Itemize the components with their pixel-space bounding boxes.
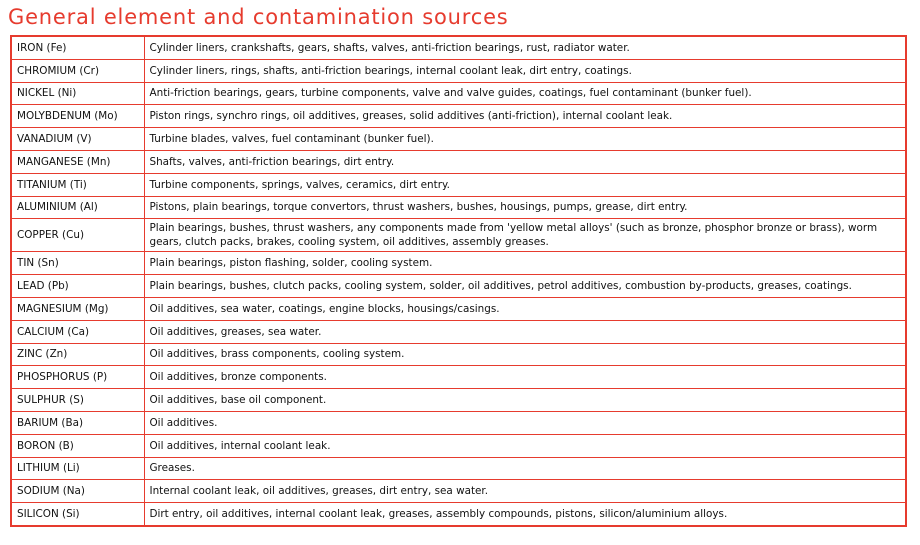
- table-row: [11, 173, 906, 196]
- table-row: [11, 82, 906, 105]
- contamination-sources-table: [10, 35, 907, 527]
- table-row: [11, 59, 906, 82]
- element-cell: PHOSPHORUS (P): [11, 366, 144, 389]
- sources-cell: Oil additives, base oil component.: [144, 389, 906, 412]
- element-cell: CALCIUM (Ca): [11, 320, 144, 343]
- table-row: [11, 150, 906, 173]
- table-row: [11, 343, 906, 366]
- sources-cell: Anti-friction bearings, gears, turbine components, valve and valve guides, coatings, fuel contaminant (bunker fuel).: [144, 82, 906, 105]
- sources-cell: Plain bearings, piston flashing, solder, cooling system.: [144, 252, 906, 275]
- table-row: [11, 480, 906, 503]
- sources-cell: Shafts, valves, anti-friction bearings, dirt entry.: [144, 150, 906, 173]
- element-cell: TITANIUM (Ti): [11, 173, 144, 196]
- sources-cell: Piston rings, synchro rings, oil additives, greases, solid additives (anti-friction), internal coolant leak.: [144, 105, 906, 128]
- page-title: General element and contamination sources: [8, 5, 509, 29]
- element-cell: COPPER (Cu): [11, 219, 144, 252]
- table-row: [11, 457, 906, 480]
- element-cell: MANGANESE (Mn): [11, 150, 144, 173]
- sources-cell: Plain bearings, bushes, clutch packs, cooling system, solder, oil additives, petrol additives, combustion by-products, greases, coatings.: [144, 275, 906, 298]
- element-cell: LEAD (Pb): [11, 275, 144, 298]
- sources-cell: Oil additives, internal coolant leak.: [144, 434, 906, 457]
- sources-cell: Oil additives, sea water, coatings, engine blocks, housings/casings.: [144, 297, 906, 320]
- sources-cell: Oil additives, bronze components.: [144, 366, 906, 389]
- element-cell: LITHIUM (Li): [11, 457, 144, 480]
- table-row: [11, 219, 906, 252]
- table-row: [11, 434, 906, 457]
- table-row: [11, 297, 906, 320]
- element-cell: NICKEL (Ni): [11, 82, 144, 105]
- table-row: [11, 411, 906, 434]
- table-row: [11, 196, 906, 219]
- element-cell: SILICON (Si): [11, 503, 144, 526]
- element-cell: BARIUM (Ba): [11, 411, 144, 434]
- element-cell: CHROMIUM (Cr): [11, 59, 144, 82]
- element-cell: VANADIUM (V): [11, 128, 144, 151]
- sources-cell: Oil additives, brass components, cooling system.: [144, 343, 906, 366]
- element-cell: ALUMINIUM (Al): [11, 196, 144, 219]
- sources-cell: Plain bearings, bushes, thrust washers, any components made from 'yellow metal alloys' (such as bronze, phosphor bronze or brass), worm gears, clutch packs, brakes, cooling system, oil additives, assembly greases.: [144, 219, 906, 252]
- table-row: [11, 128, 906, 151]
- element-cell: TIN (Sn): [11, 252, 144, 275]
- table-row: [11, 275, 906, 298]
- element-cell: MAGNESIUM (Mg): [11, 297, 144, 320]
- sources-cell: Turbine components, springs, valves, ceramics, dirt entry.: [144, 173, 906, 196]
- table-row: [11, 366, 906, 389]
- element-cell: MOLYBDENUM (Mo): [11, 105, 144, 128]
- table-row: [11, 320, 906, 343]
- element-cell: ZINC (Zn): [11, 343, 144, 366]
- table-row: [11, 105, 906, 128]
- sources-cell: Oil additives.: [144, 411, 906, 434]
- element-cell: IRON (Fe): [11, 36, 144, 59]
- sources-cell: Turbine blades, valves, fuel contaminant (bunker fuel).: [144, 128, 906, 151]
- sources-cell: Greases.: [144, 457, 906, 480]
- element-cell: SULPHUR (S): [11, 389, 144, 412]
- table-row: [11, 252, 906, 275]
- sources-cell: Internal coolant leak, oil additives, greases, dirt entry, sea water.: [144, 480, 906, 503]
- table-row: [11, 389, 906, 412]
- sources-cell: Cylinder liners, crankshafts, gears, shafts, valves, anti-friction bearings, rust, radiator water.: [144, 36, 906, 59]
- table-row: [11, 36, 906, 59]
- sources-cell: Dirt entry, oil additives, internal coolant leak, greases, assembly compounds, pistons, silicon/aluminium alloys.: [144, 503, 906, 526]
- sources-cell: Oil additives, greases, sea water.: [144, 320, 906, 343]
- table-row: [11, 503, 906, 526]
- element-cell: SODIUM (Na): [11, 480, 144, 503]
- sources-cell: Pistons, plain bearings, torque convertors, thrust washers, bushes, housings, pumps, grease, dirt entry.: [144, 196, 906, 219]
- sources-cell: Cylinder liners, rings, shafts, anti-friction bearings, internal coolant leak, dirt entry, coatings.: [144, 59, 906, 82]
- element-cell: BORON (B): [11, 434, 144, 457]
